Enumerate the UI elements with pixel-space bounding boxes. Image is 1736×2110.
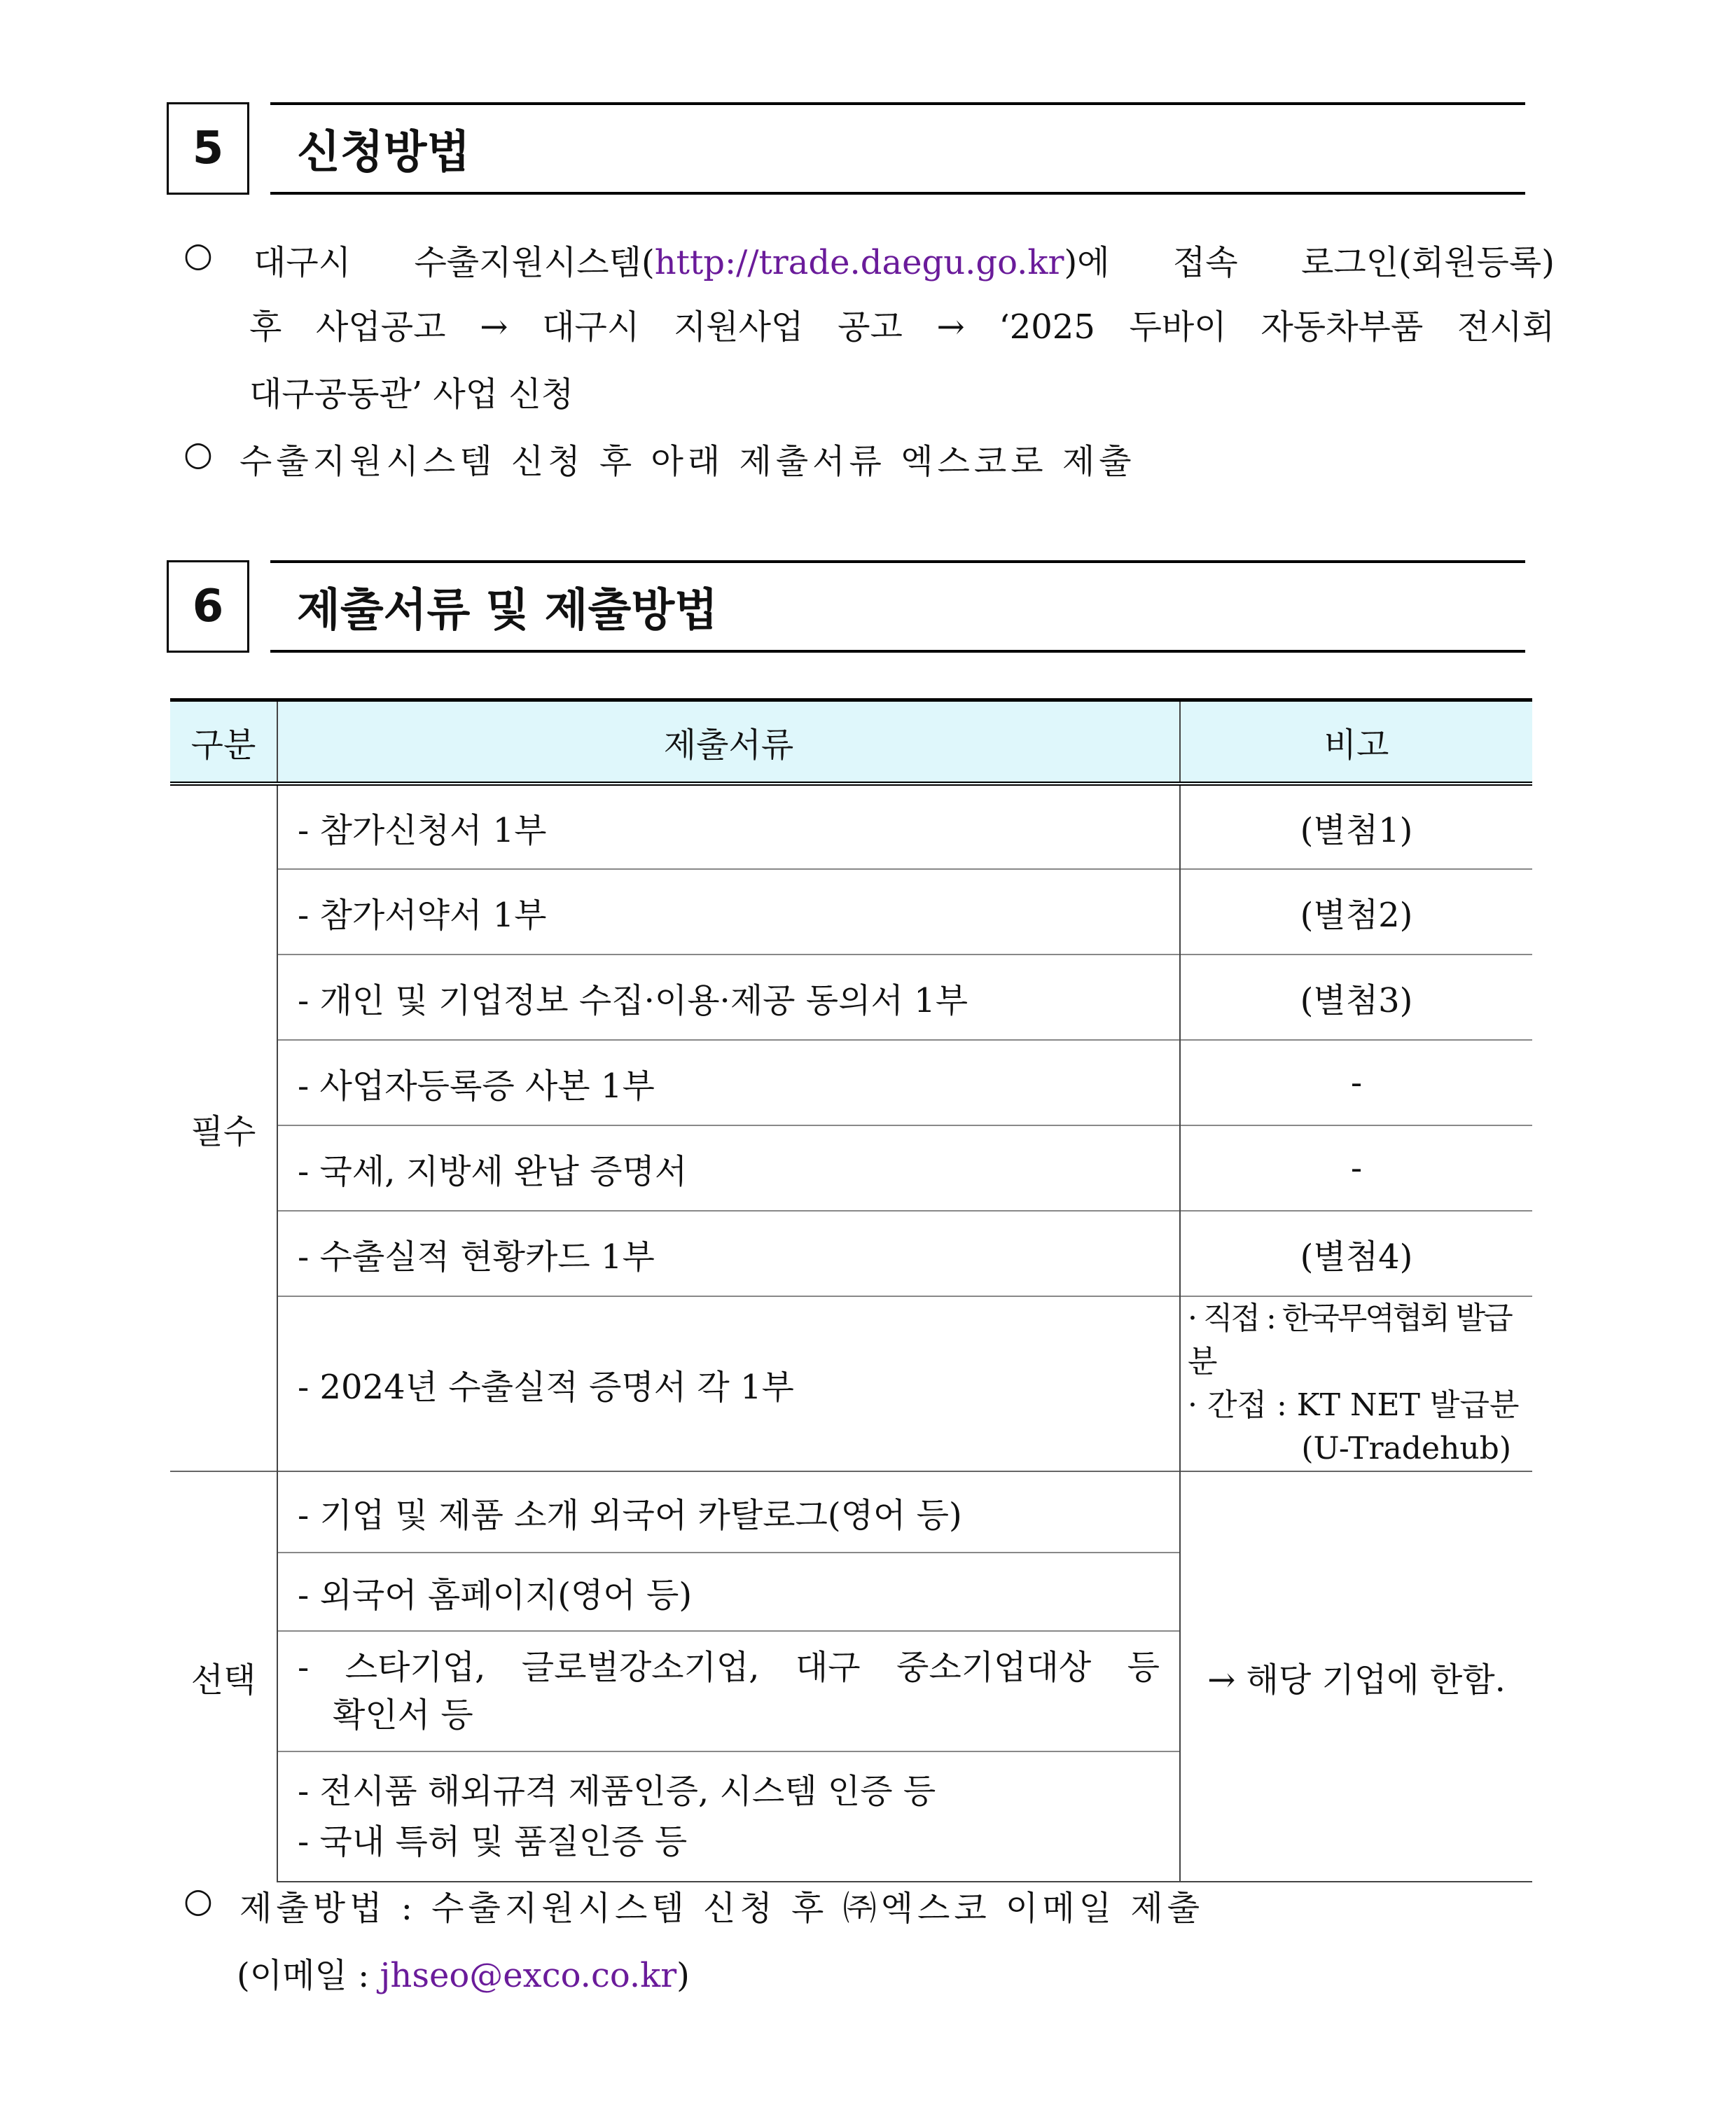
doc-cell-multiline [277,1631,1180,1751]
doc-cell: - 사업자등록증 사본 1부 [277,1040,1180,1125]
table-row [170,1471,1532,1553]
section-title: 제출서류 및 제출방법 [270,560,1525,653]
section5-bullet2: 수출지원시스템 신청 후 아래 제출서류 엑스코로 제출 [239,442,1136,481]
note-cell: (별첨2) [1180,869,1532,955]
doc-cell: - 2024년 수출실적 증명서 각 1부 [277,1296,1180,1471]
doc-line: - 전시품 해외규격 제품인증, 시스템 인증 등 [298,1772,936,1811]
header-note: 비고 [1180,700,1532,784]
optional-note-cell: → 해당 기업에 한함. [1180,1471,1532,1882]
note-cell-multiline [1180,1296,1532,1471]
table-row [170,1040,1532,1125]
note-cell: (별첨4) [1180,1211,1532,1296]
bullet-icon: ○ [183,235,213,275]
section-title: 신청방법 [270,102,1525,195]
doc-cell-multiline [277,1751,1180,1882]
doc-line: 확인서 등 [333,1695,473,1735]
note-line: (U-Tradehub) [1301,1431,1511,1466]
submission-method: 제출방법 : 수출지원시스템 신청 후 ㈜엑스코 이메일 제출 [239,1889,1204,1928]
table-row [170,1211,1532,1296]
table-row [170,784,1532,869]
header-documents: 제출서류 [277,700,1180,784]
text: 대구시 수출지원시스템( [254,243,655,282]
submission-email-line [237,1948,690,1997]
table-row [170,1296,1532,1471]
doc-cell: - 참가서약서 1부 [277,869,1180,955]
category-required: 필수 [170,784,277,1471]
doc-line: - 국내 특허 및 품질인증 등 [298,1822,688,1861]
bullet-icon: ○ [183,1881,213,1920]
section-6-header [167,560,1525,657]
note-cell: (별첨3) [1180,955,1532,1040]
text: (이메일 : [237,1956,380,1995]
table-row [170,869,1532,955]
doc-cell: - 참가신청서 1부 [277,784,1180,869]
note-cell: (별첨1) [1180,784,1532,869]
email-link[interactable]: jhseo@exco.co.kr [380,1956,677,1995]
note-line: · 직접 : 한국무역협회 발급분 [1188,1300,1511,1380]
doc-cell: - 수출실적 현황카드 1부 [277,1211,1180,1296]
section5-bullet1-line3: 대구공동관’ 사업 신청 [249,375,574,414]
section5-bullet1-line1 [254,235,1555,284]
doc-cell: - 개인 및 기업정보 수집·이용·제공 동의서 1부 [277,955,1180,1040]
text: )에 접속 로그인(회원등록) [1064,243,1555,282]
section5-bullet1-line2: 후 사업공고 → 대구시 지원사업 공고 → ‘2025 두바이 자동차부품 전시회 [249,307,1555,347]
doc-cell: - 외국어 홈페이지(영어 등) [277,1553,1180,1631]
section-5-header [167,102,1525,199]
note-line: · 간접 : KT NET 발급분 [1188,1387,1520,1423]
section-number: 5 [167,102,249,195]
trade-link[interactable]: http://trade.daegu.go.kr [654,243,1064,282]
doc-line: - 스타기업, 글로벌강소기업, 대구 중소기업대상 등 [298,1648,1160,1687]
category-optional: 선택 [170,1471,277,1882]
table-row [170,955,1532,1040]
documents-table [170,698,1532,1882]
table-header-row [170,700,1532,784]
note-cell: - [1180,1040,1532,1125]
note-cell: - [1180,1125,1532,1211]
header-category: 구분 [170,700,277,784]
section-number: 6 [167,560,249,653]
bullet-icon: ○ [183,434,213,473]
text: ) [676,1956,690,1995]
table-row [170,1125,1532,1211]
doc-cell: - 국세, 지방세 완납 증명서 [277,1125,1180,1211]
doc-cell: - 기업 및 제품 소개 외국어 카탈로그(영어 등) [277,1471,1180,1553]
